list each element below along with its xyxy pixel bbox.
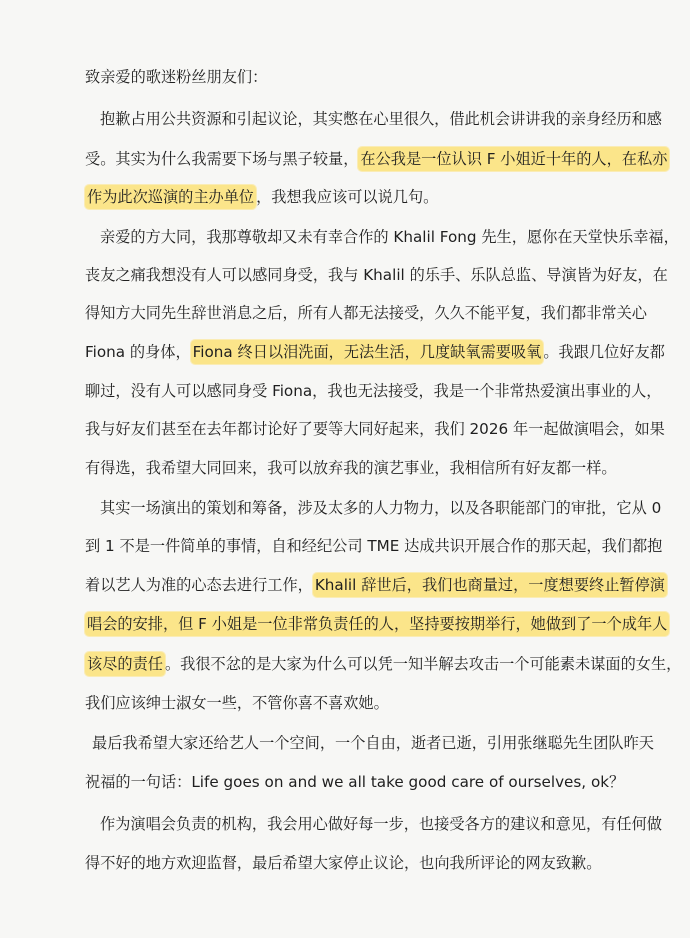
p4-line-1: 最后我希望大家还给艺人一个空间，一个自由，逝者已逝，引用张继聪先生团队昨天 xyxy=(92,734,654,752)
p5-line-2: 得不好的地方欢迎监督，最后希望大家停止议论，也向我所评论的网友致歉。 xyxy=(85,854,602,872)
p1-line-2 xyxy=(85,148,669,170)
p3-highlight-1: Khalil 辞世后，我们也商量过，一度想要终止暂停演 xyxy=(313,573,667,597)
p4-line-2: 祝福的一句话：Life goes on and we all take good care of ourselves, ok？ xyxy=(85,773,625,791)
p2-line-1: 亲爱的方大同，我那尊敬却又未有幸合作的 Khalil Fong 先生，愿你在天堂快乐幸福， xyxy=(100,228,679,246)
p1-highlight-1: 在公我是一位认识 F 小姐近十年的人，在私亦 xyxy=(358,147,669,171)
p3-highlight-2: 唱会的安排，但 F 小姐是一位非常负责任的人，坚持要按期举行，她做到了一个成年人 xyxy=(85,612,669,636)
greeting: 致亲爱的歌迷粉丝朋友们： xyxy=(85,68,268,86)
p1-line-2-text: 受。其实为什么我需要下场与黑子较量， xyxy=(85,150,359,168)
p1-line-1: 抱歉占用公共资源和引起议论，其实憋在心里很久，借此机会讲讲我的亲身经历和感 xyxy=(100,110,662,128)
p3-line-5-text: 。我很不忿的是大家为什么可以凭一知半解去攻击一个可能素未谋面的女生， xyxy=(164,655,682,673)
p2-line-4-text-b: 。我跟几位好友都 xyxy=(543,343,665,361)
p3-highlight-3: 该尽的责任 xyxy=(85,652,165,676)
p5-line-1: 作为演唱会负责的机构，我会用心做好每一步，也接受各方的建议和意见，有任何做 xyxy=(100,815,662,833)
p3-line-4 xyxy=(85,613,669,635)
p3-line-5 xyxy=(85,653,681,675)
p2-line-5: 聊过，没有人可以感同身受 Fiona，我也无法接受，我是一个非常热爱演出事业的人， xyxy=(85,382,662,400)
p2-line-7: 有得选，我希望大同回来，我可以放弃我的演艺事业，我相信所有好友都一样。 xyxy=(85,459,617,477)
p2-line-4 xyxy=(85,341,665,363)
p1-line-3-text: ，我想我应该可以说几句。 xyxy=(256,188,439,206)
p3-line-3-text: 着以艺人为准的心态去进行工作， xyxy=(85,576,313,594)
p2-line-6: 我与好友们甚至在去年都讨论好了要等大同好起来，我们 2026 年一起做演唱会，如果 xyxy=(85,420,665,438)
p2-line-4-text-a: Fiona 的身体， xyxy=(85,343,191,361)
p2-line-3: 得知方大同先生辞世消息之后，所有人都无法接受，久久不能平复，我们都非常关心 xyxy=(85,304,647,322)
p3-line-1: 其实一场演出的策划和筹备，涉及太多的人力物力，以及各职能部门的审批，它从 0 xyxy=(100,499,662,517)
p2-highlight: Fiona 终日以泪洗面，无法生活，几度缺氧需要吸氧 xyxy=(191,340,544,364)
p3-line-2: 到 1 不是一件简单的事情，自和经纪公司 TME 达成共识开展合作的那天起，我们都抱 xyxy=(85,537,663,555)
p3-line-3 xyxy=(85,574,667,596)
p1-highlight-2: 作为此次巡演的主办单位 xyxy=(85,185,256,209)
p1-line-3 xyxy=(85,186,438,208)
p3-line-6: 我们应该绅士淑女一些，不管你喜不喜欢她。 xyxy=(85,694,389,712)
p2-line-2: 丧友之痛我想没有人可以感同身受，我与 Khalil 的乐手、乐队总监、导演皆为好友，在 xyxy=(85,266,668,284)
